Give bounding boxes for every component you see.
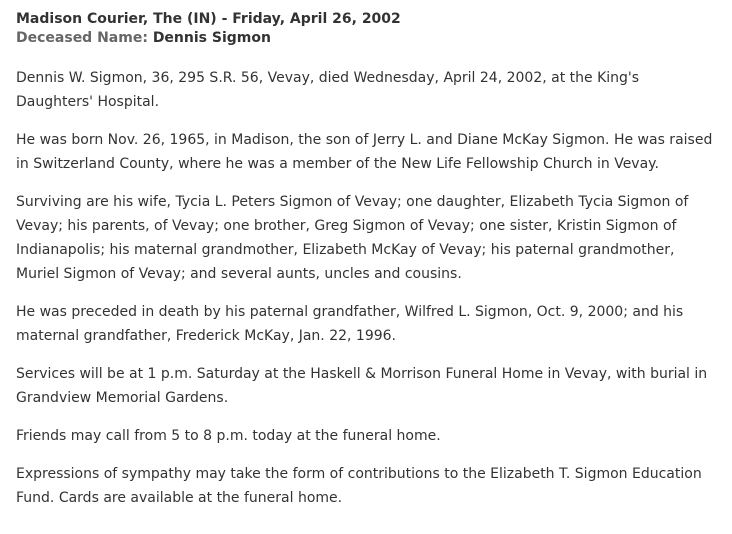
obituary-paragraph: Friends may call from 5 to 8 p.m. today at the funeral home. xyxy=(16,428,441,444)
deceased-name-label: Deceased Name: xyxy=(16,30,148,46)
obituary-paragraph: Services will be at 1 p.m. Saturday at the Haskell & Morrison Funeral Home in Vevay, with burial in Grandview Memorial Gardens. xyxy=(16,366,708,406)
obituary-paragraph: He was preceded in death by his paternal grandfather, Wilfred L. Sigmon, Oct. 9, 2000; and his maternal grandfather, Frederick McKay, Jan. 22, 1996. xyxy=(16,304,684,344)
deceased-name-value: Dennis Sigmon xyxy=(152,30,271,46)
obituary-paragraph: Dennis W. Sigmon, 36, 295 S.R. 56, Vevay, died Wednesday, April 24, 2002, at the King's Daughters' Hospital. xyxy=(16,70,640,110)
deceased-name-line xyxy=(16,29,716,48)
publication-name: Madison Courier, The (IN) xyxy=(16,11,217,27)
obituary-paragraph: He was born Nov. 26, 1965, in Madison, the son of Jerry L. and Diane McKay Sigmon. He was raised in Switzerland County, where he was a member of the New Life Fellowship Church in Vevay. xyxy=(16,132,713,172)
obituary-body xyxy=(16,66,716,510)
publication-header xyxy=(16,10,716,29)
obituary-paragraph: Surviving are his wife, Tycia L. Peters Sigmon of Vevay; one daughter, Elizabeth Tycia Sigmon of Vevay; his parents, of Vevay; one brother, Greg Sigmon of Vevay; one sister, Kristin Sigmon of Indianapolis; his maternal grandmother, Elizabeth McKay of Vevay; his paternal grandmother, Muriel Sigmon of Vevay; and several aunts, uncles and cousins. xyxy=(16,194,689,282)
obituary-paragraph: Expressions of sympathy may take the form of contributions to the Elizabeth T. Sigmon Education Fund. Cards are available at the funeral home. xyxy=(16,466,702,506)
publication-date: Friday, April 26, 2002 xyxy=(232,11,401,27)
header-separator: - xyxy=(216,11,233,27)
